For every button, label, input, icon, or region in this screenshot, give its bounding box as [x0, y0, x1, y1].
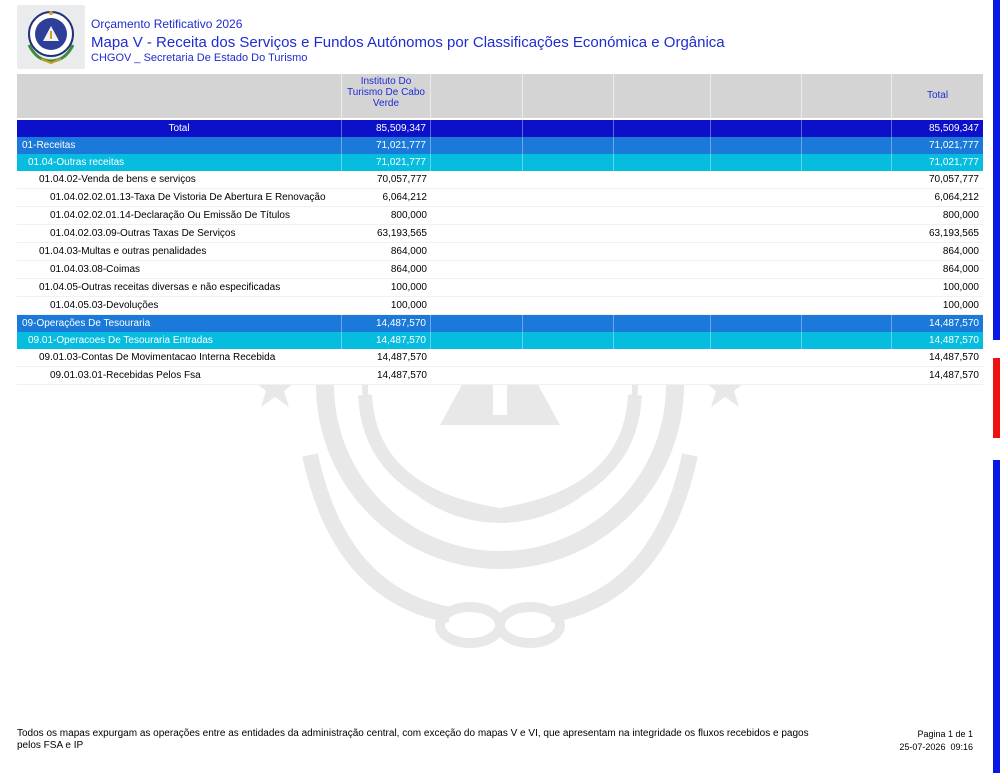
empty-cell — [431, 189, 523, 206]
empty-cell — [431, 349, 523, 366]
empty-cell — [614, 171, 711, 188]
print-time: 09:16 — [950, 742, 973, 752]
empty-cell — [523, 189, 614, 206]
row-label: 01.04-Outras receitas — [17, 154, 342, 171]
empty-cell — [431, 120, 523, 137]
row-value-institution: 800,000 — [390, 210, 427, 221]
footer-note: Todos os mapas expurgam as operações entre as entidades da administração central, com exceção do mapas V e VI, que apresentam na integridade os fluxos recebidos e pagos pelos FSA e IP — [17, 728, 809, 751]
empty-cell — [711, 171, 802, 188]
row-label: 09.01.03.01-Recebidas Pelos Fsa — [50, 370, 201, 381]
empty-cell — [802, 367, 892, 384]
empty-cell — [523, 243, 614, 260]
empty-cell — [523, 154, 614, 171]
row-value-institution: 71,021,777 — [342, 137, 431, 154]
edge-bar-blue-bottom — [993, 460, 1000, 773]
empty-cell — [614, 349, 711, 366]
column-header-total: Total — [926, 90, 949, 101]
footer-page-info — [899, 728, 973, 754]
empty-cell — [802, 297, 892, 314]
row-label: 01.04.05.03-Devoluções — [50, 300, 159, 311]
empty-cell — [802, 332, 892, 349]
empty-cell — [802, 315, 892, 332]
empty-cell — [431, 171, 523, 188]
organization-name: CHGOV _ Secretaria De Estado Do Turismo — [91, 52, 308, 64]
print-date: 25-07-2026 — [899, 742, 946, 752]
empty-cell — [431, 225, 523, 242]
row-value-institution: 14,487,570 — [376, 370, 427, 381]
table-row — [17, 315, 983, 332]
empty-cell — [431, 207, 523, 224]
empty-cell — [711, 261, 802, 278]
table-row — [17, 118, 983, 137]
row-label: 09.01.03-Contas De Movimentacao Interna Recebida — [39, 352, 276, 363]
empty-cell — [523, 137, 614, 154]
empty-cell — [711, 207, 802, 224]
empty-cell — [523, 207, 614, 224]
empty-cell — [614, 367, 711, 384]
row-label: Total — [17, 120, 342, 137]
empty-cell — [431, 297, 523, 314]
row-value-total: 14,487,570 — [928, 335, 979, 346]
empty-cell — [614, 315, 711, 332]
empty-cell — [802, 189, 892, 206]
empty-cell — [711, 279, 802, 296]
empty-cell — [711, 120, 802, 137]
edge-bar-red — [993, 358, 1000, 438]
row-label: 01.04.02.03.09-Outras Taxas De Serviços — [50, 228, 236, 239]
table-row — [17, 171, 983, 189]
empty-cell — [614, 120, 711, 137]
row-value-total: 100,000 — [942, 282, 979, 293]
report-title: Mapa V - Receita dos Serviços e Fundos Autónomos por Classificações Económica e Orgânica — [91, 34, 725, 51]
empty-cell — [711, 243, 802, 260]
table-row — [17, 243, 983, 261]
table-row — [17, 189, 983, 207]
table-row — [17, 297, 983, 315]
empty-cell — [802, 349, 892, 366]
row-value-institution: 70,057,777 — [376, 174, 427, 185]
row-value-total: 63,193,565 — [928, 228, 979, 239]
empty-cell — [711, 154, 802, 171]
coat-of-arms-logo — [17, 5, 85, 69]
page-number: Pagina 1 de 1 — [917, 729, 973, 739]
empty-cell — [614, 154, 711, 171]
row-value-institution: 85,509,347 — [342, 120, 431, 137]
empty-cell — [802, 261, 892, 278]
edge-bar-blue-top — [993, 0, 1000, 340]
row-value-total: 70,057,777 — [928, 174, 979, 185]
row-value-total: 6,064,212 — [934, 192, 979, 203]
empty-cell — [523, 171, 614, 188]
empty-cell — [614, 332, 711, 349]
table-body — [17, 118, 983, 385]
empty-cell — [802, 243, 892, 260]
row-value-institution: 63,193,565 — [376, 228, 427, 239]
row-value-total: 71,021,777 — [928, 140, 979, 151]
empty-cell — [614, 207, 711, 224]
row-label: 01.04.02-Venda de bens e serviços — [39, 174, 196, 185]
empty-cell — [802, 171, 892, 188]
empty-cell — [431, 261, 523, 278]
row-value-total: 85,509,347 — [928, 123, 979, 134]
empty-cell — [431, 332, 523, 349]
row-value-total: 14,487,570 — [928, 318, 979, 329]
table-row — [17, 367, 983, 385]
empty-cell — [802, 154, 892, 171]
empty-cell — [802, 207, 892, 224]
row-value-institution: 864,000 — [390, 264, 427, 275]
row-value-total: 864,000 — [942, 264, 979, 275]
row-label: 09.01-Operacoes De Tesouraria Entradas — [17, 332, 342, 349]
empty-cell — [431, 367, 523, 384]
row-label: 01.04.02.02.01.14-Declaração Ou Emissão De Títulos — [50, 210, 290, 221]
row-label: 01.04.03.08-Coimas — [50, 264, 141, 275]
row-value-total: 800,000 — [942, 210, 979, 221]
row-value-total: 14,487,570 — [928, 370, 979, 381]
row-value-total: 71,021,777 — [928, 157, 979, 168]
empty-cell — [523, 279, 614, 296]
empty-cell — [614, 261, 711, 278]
cabo-verde-coat-of-arms-icon — [17, 5, 85, 69]
empty-cell — [431, 137, 523, 154]
row-label: 09-Operações De Tesouraria — [17, 315, 342, 332]
row-value-total: 14,487,570 — [928, 352, 979, 363]
empty-cell — [523, 261, 614, 278]
empty-cell — [523, 225, 614, 242]
empty-cell — [711, 315, 802, 332]
row-label: 01-Receitas — [17, 137, 342, 154]
report-subtitle: Orçamento Retificativo 2026 — [91, 17, 243, 31]
row-value-institution: 71,021,777 — [342, 154, 431, 171]
empty-cell — [614, 279, 711, 296]
empty-cell — [802, 120, 892, 137]
table-row — [17, 279, 983, 297]
row-value-institution: 14,487,570 — [342, 315, 431, 332]
table-row — [17, 332, 983, 349]
empty-cell — [523, 367, 614, 384]
empty-cell — [431, 154, 523, 171]
empty-cell — [802, 137, 892, 154]
row-label: 01.04.03-Multas e outras penalidades — [39, 246, 207, 257]
empty-cell — [614, 243, 711, 260]
table-row — [17, 261, 983, 279]
empty-cell — [523, 120, 614, 137]
row-label: 01.04.05-Outras receitas diversas e não especificadas — [39, 282, 281, 293]
table-header — [17, 74, 983, 118]
table-row — [17, 225, 983, 243]
empty-cell — [614, 297, 711, 314]
row-value-institution: 864,000 — [390, 246, 427, 257]
empty-cell — [523, 297, 614, 314]
empty-cell — [711, 332, 802, 349]
empty-cell — [523, 315, 614, 332]
row-label: 01.04.02.02.01.13-Taxa De Vistoria De Abertura E Renovação — [50, 192, 326, 203]
empty-cell — [802, 279, 892, 296]
empty-cell — [614, 225, 711, 242]
table-row — [17, 349, 983, 367]
row-value-institution: 14,487,570 — [376, 352, 427, 363]
empty-cell — [431, 315, 523, 332]
empty-cell — [431, 279, 523, 296]
row-value-institution: 14,487,570 — [342, 332, 431, 349]
empty-cell — [711, 225, 802, 242]
row-value-institution: 6,064,212 — [382, 192, 427, 203]
empty-cell — [523, 349, 614, 366]
table-row — [17, 137, 983, 154]
empty-cell — [711, 297, 802, 314]
table-row — [17, 154, 983, 171]
empty-cell — [711, 367, 802, 384]
table-row — [17, 207, 983, 225]
empty-cell — [802, 225, 892, 242]
row-value-total: 100,000 — [942, 300, 979, 311]
empty-cell — [614, 189, 711, 206]
empty-cell — [711, 349, 802, 366]
revenue-table — [17, 74, 983, 385]
empty-cell — [711, 189, 802, 206]
empty-cell — [431, 243, 523, 260]
column-header-institution: Instituto Do Turismo De Cabo Verde — [342, 74, 431, 118]
empty-cell — [711, 137, 802, 154]
row-value-institution: 100,000 — [390, 282, 427, 293]
empty-cell — [614, 137, 711, 154]
empty-cell — [523, 332, 614, 349]
row-value-total: 864,000 — [942, 246, 979, 257]
row-value-institution: 100,000 — [390, 300, 427, 311]
